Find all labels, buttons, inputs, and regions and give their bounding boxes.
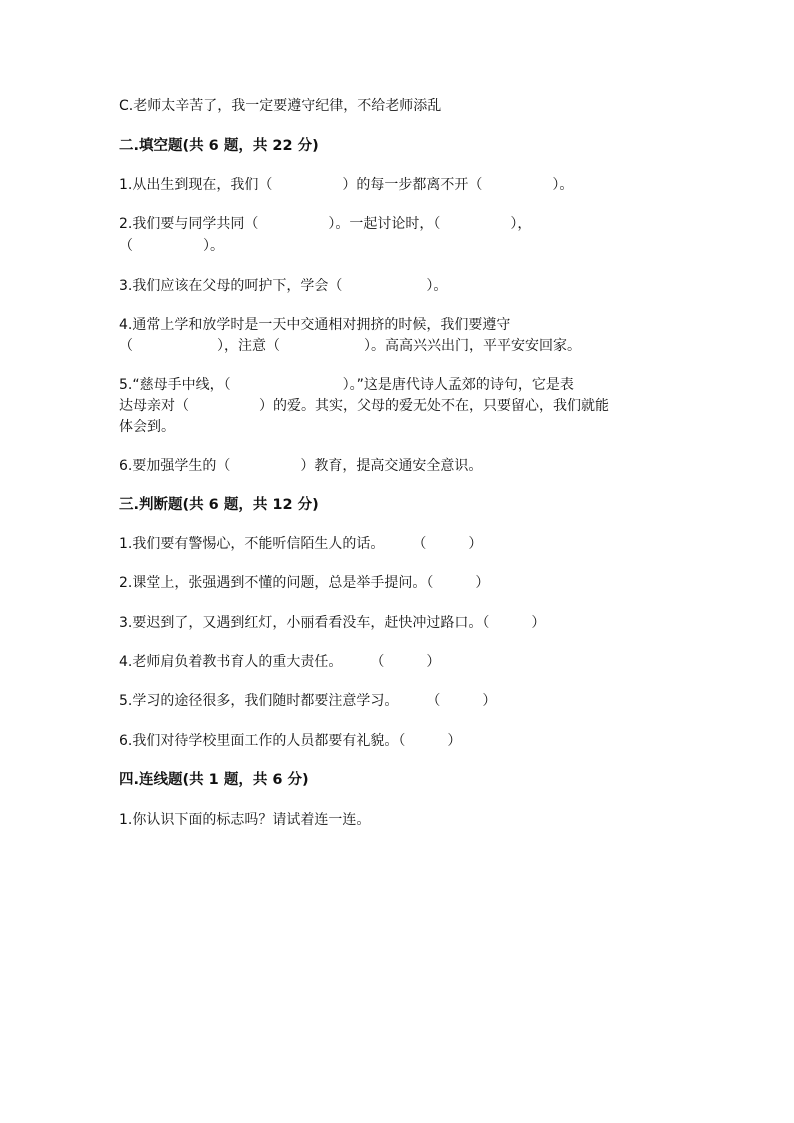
fill-question-3: 3.我们应该在父母的呵护下，学会（ ）。 (119, 278, 448, 294)
fill-question-4-line-2: （ ），注意（ ）。高高兴兴出门，平平安安回家。 (119, 338, 581, 354)
matching-question-1: 1.你认识下面的标志吗？请试着连一连。 (119, 812, 371, 828)
fill-question-2-line-2: （ ）。 (119, 238, 224, 254)
judge-question-4: 4.老师肩负着教书育人的重大责任。 （ ） (119, 654, 441, 670)
judge-question-6: 6.我们对待学校里面工作的人员都要有礼貌。（ ） (119, 733, 462, 749)
section-fill-blank-heading: 二.填空题(共 6 题，共 22 分) (119, 138, 319, 154)
judge-question-5: 5.学习的途径很多，我们随时都要注意学习。 （ ） (119, 693, 497, 709)
fill-question-5-line-2: 达母亲对（ ）的爱。其实，父母的爱无处不在，只要留心，我们就能 (119, 398, 609, 414)
fill-question-1: 1.从出生到现在，我们（ ）的每一步都离不开（ ）。 (119, 177, 574, 193)
judge-question-2: 2.课堂上，张强遇到不懂的问题，总是举手提问。（ ） (119, 575, 490, 591)
fill-question-2-line-1: 2.我们要与同学共同（ ）。一起讨论时，（ ）， (119, 216, 532, 232)
section-judge-heading: 三.判断题(共 6 题，共 12 分) (119, 497, 319, 513)
judge-question-1: 1.我们要有警惕心，不能听信陌生人的话。 （ ） (119, 536, 483, 552)
section-matching-heading: 四.连线题(共 1 题，共 6 分) (119, 772, 309, 788)
fill-question-4-line-1: 4.通常上学和放学时是一天中交通相对拥挤的时候，我们要遵守 (119, 317, 511, 333)
option-c-line: C.老师太辛苦了，我一定要遵守纪律，不给老师添乱 (119, 98, 442, 114)
fill-question-5-line-3: 体会到。 (119, 419, 175, 435)
fill-question-5-line-1: 5.“慈母手中线，（ ）。”这是唐代诗人孟郊的诗句，它是表 (119, 377, 574, 393)
judge-question-3: 3.要迟到了，又遇到红灯，小丽看看没车，赶快冲过路口。（ ） (119, 615, 546, 631)
fill-question-6: 6.要加强学生的（ ）教育，提高交通安全意识。 (119, 458, 483, 474)
